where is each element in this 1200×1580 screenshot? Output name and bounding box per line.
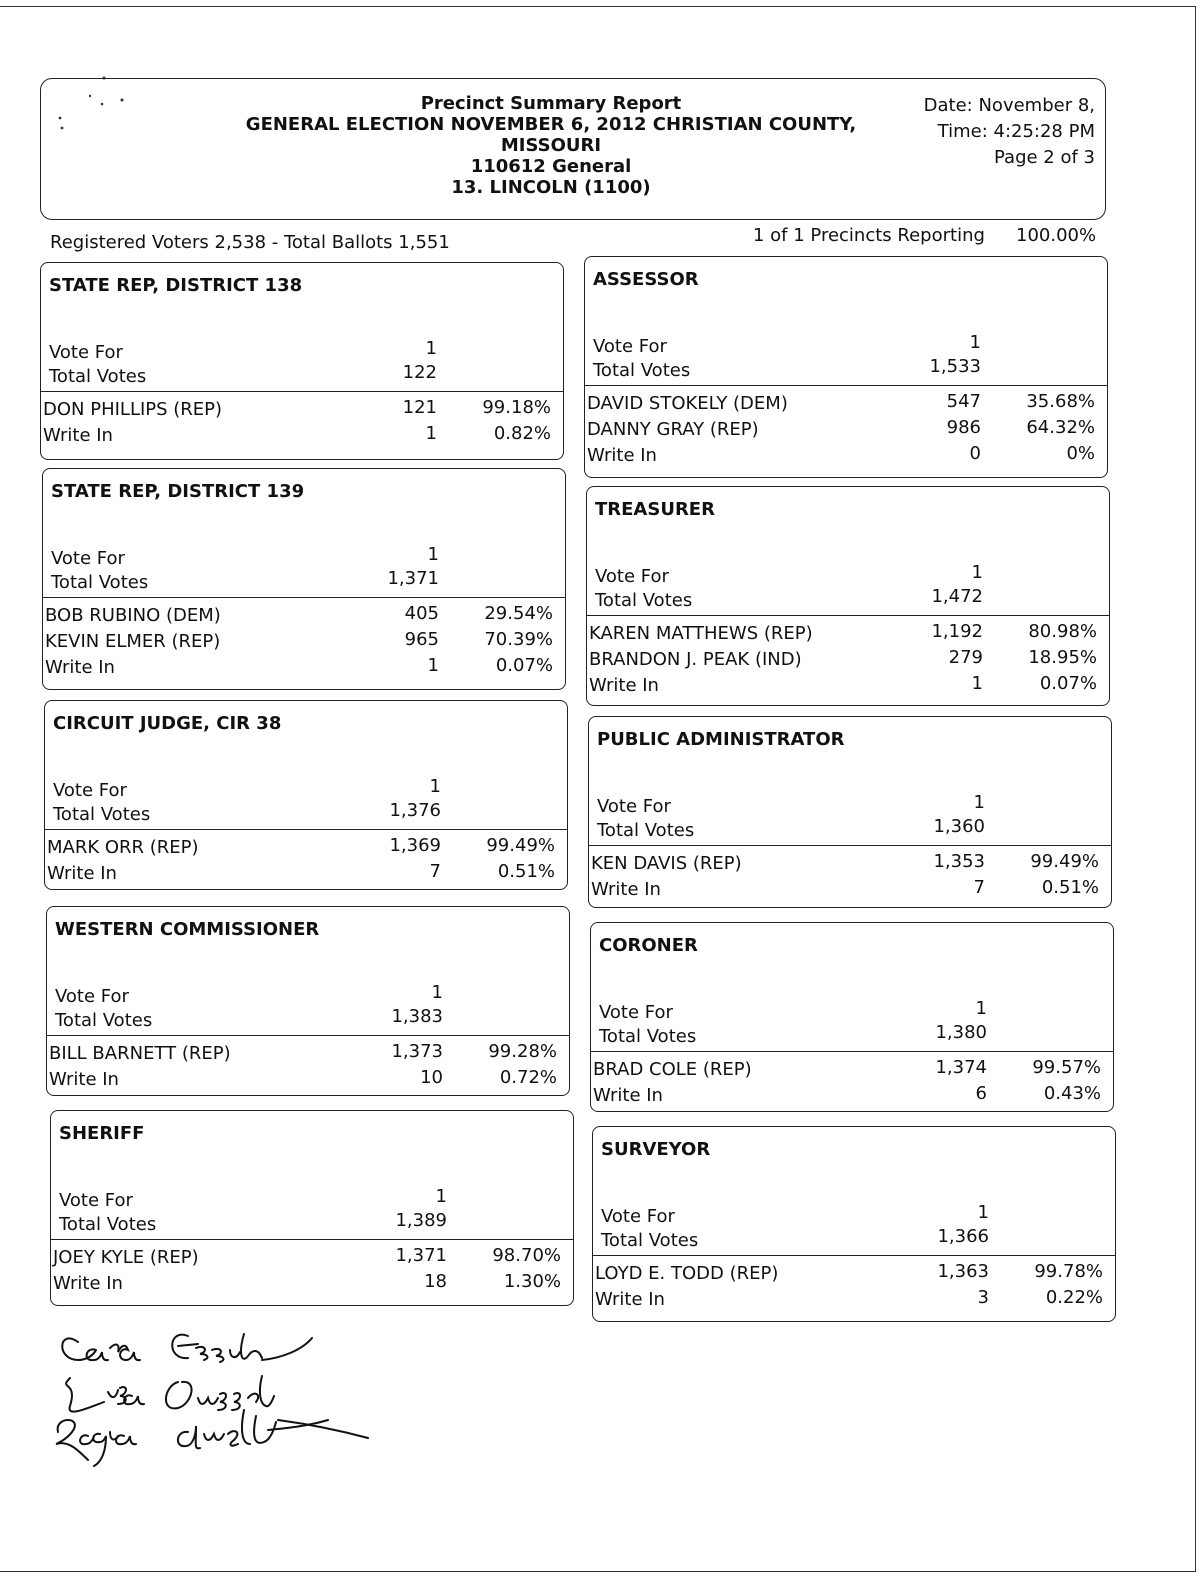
candidate-votes: 279 [948,647,983,668]
candidate-percent: 99.57% [1032,1057,1101,1078]
candidate-row [585,391,1107,417]
candidate-row [43,603,565,629]
signatures [48,1320,378,1500]
race-title: CORONER [599,935,698,956]
candidate-name: Write In [587,445,657,466]
divider [587,615,1109,616]
divider [589,845,1111,846]
candidate-name: Write In [47,863,117,884]
vote-labels [601,1205,698,1253]
vote-labels [55,985,152,1033]
race-box [584,256,1108,478]
race-title: STATE REP, DISTRICT 138 [49,275,303,296]
candidate-percent: 0% [1066,443,1095,464]
candidate-name: MARK ORR (REP) [47,837,199,858]
race-title: ASSESSOR [593,269,699,290]
candidate-name: Write In [595,1289,665,1310]
candidate-votes: 1,369 [389,835,441,856]
divider [41,391,563,392]
candidate-percent: 0.82% [493,423,551,444]
candidate-row [43,629,565,655]
vote-numbers [891,997,987,1045]
candidate-votes: 965 [404,629,439,650]
race-box [50,1110,574,1306]
candidate-row [589,851,1111,877]
candidate-name: Write In [45,657,115,678]
candidate-list [41,397,563,449]
candidate-percent: 99.28% [488,1041,557,1062]
candidate-row [51,1271,573,1297]
candidate-list [587,621,1109,699]
candidate-percent: 0.07% [495,655,553,676]
total-votes-label: Total Votes [59,1214,157,1235]
candidate-votes: 1 [425,423,437,444]
candidate-name: Write In [589,675,659,696]
candidate-percent: 64.32% [1026,417,1095,438]
candidate-row [45,861,567,887]
race-box [46,906,570,1096]
candidate-list [51,1245,573,1297]
candidate-percent: 0.07% [1039,673,1097,694]
candidate-votes: 1,374 [935,1057,987,1078]
candidate-percent: 0.72% [499,1067,557,1088]
candidate-votes: 1,371 [395,1245,447,1266]
report-header [40,78,1106,220]
candidate-votes: 1 [971,673,983,694]
candidate-list [593,1261,1115,1313]
candidate-row [51,1245,573,1271]
candidate-name: BRAD COLE (REP) [593,1059,752,1080]
candidate-row [589,877,1111,903]
candidate-name: KAREN MATTHEWS (REP) [589,623,813,644]
candidate-votes: 18 [424,1271,447,1292]
total-votes-label: Total Votes [51,572,149,593]
vote-numbers [343,543,439,591]
vote-labels [59,1189,156,1237]
total-votes-label: Total Votes [55,1010,153,1031]
race-title: SURVEYOR [601,1139,711,1160]
total-votes-value: 1,472 [931,586,983,607]
vote-for-value: 1 [431,982,443,1003]
vote-labels [49,341,146,389]
vote-for-label: Vote For [595,566,669,587]
candidate-votes: 1,363 [937,1261,989,1282]
race-title: SHERIFF [59,1123,145,1144]
election-name: GENERAL ELECTION NOVEMBER 6, 2012 CHRISTIAN COUNTY, [245,114,857,135]
total-votes-value: 1,383 [391,1006,443,1027]
vote-numbers [887,561,983,609]
total-votes-label: Total Votes [597,820,695,841]
vote-labels [53,779,150,827]
candidate-name: Write In [593,1085,663,1106]
race-box [44,700,568,890]
candidate-votes: 7 [973,877,985,898]
vote-for-label: Vote For [593,336,667,357]
race-title: STATE REP, DISTRICT 139 [51,481,305,502]
vote-labels [599,1001,696,1049]
candidate-row [47,1067,569,1093]
candidate-percent: 70.39% [484,629,553,650]
divider [51,1239,573,1240]
report-title: Precinct Summary Report [420,93,682,114]
vote-numbers [893,1201,989,1249]
candidate-percent: 1.30% [503,1271,561,1292]
candidate-votes: 1,373 [391,1041,443,1062]
candidate-row [587,621,1109,647]
vote-for-value: 1 [435,1186,447,1207]
candidate-name: Write In [591,879,661,900]
vote-labels [593,335,690,383]
total-votes-label: Total Votes [595,590,693,611]
candidate-percent: 0.51% [497,861,555,882]
race-box [42,468,566,690]
vote-for-label: Vote For [49,342,123,363]
candidate-votes: 10 [420,1067,443,1088]
total-votes-value: 1,360 [933,816,985,837]
voter-summary: Registered Voters 2,538 - Total Ballots 1,551 [50,232,450,253]
total-votes-value: 1,376 [389,800,441,821]
candidate-name: LOYD E. TODD (REP) [595,1263,779,1284]
vote-for-label: Vote For [59,1190,133,1211]
candidate-row [585,443,1107,469]
candidate-row [585,417,1107,443]
candidate-percent: 98.70% [492,1245,561,1266]
candidate-percent: 99.49% [1030,851,1099,872]
candidate-name: BILL BARNETT (REP) [49,1043,231,1064]
divider [47,1035,569,1036]
candidate-votes: 547 [946,391,981,412]
report-meta [895,93,1095,171]
vote-for-value: 1 [977,1202,989,1223]
page-number: Page 2 of 3 [994,147,1095,168]
precinct-name: 13. LINCOLN (1100) [451,177,651,198]
candidate-votes: 986 [946,417,981,438]
candidate-row [593,1287,1115,1313]
precincts-reporting: 1 of 1 Precincts Reporting [753,225,985,246]
race-title: WESTERN COMMISSIONER [55,919,320,940]
candidate-percent: 18.95% [1028,647,1097,668]
vote-numbers [351,1185,447,1233]
total-votes-value: 1,366 [937,1226,989,1247]
candidate-row [587,647,1109,673]
candidate-name: DON PHILLIPS (REP) [43,399,223,420]
vote-for-label: Vote For [597,796,671,817]
total-votes-label: Total Votes [599,1026,697,1047]
candidate-votes: 0 [969,443,981,464]
total-votes-label: Total Votes [53,804,151,825]
candidate-votes: 6 [975,1083,987,1104]
candidate-list [43,603,565,681]
candidate-list [47,1041,569,1093]
divider [585,385,1107,386]
total-votes-value: 1,533 [929,356,981,377]
divider [43,597,565,598]
candidate-percent: 80.98% [1028,621,1097,642]
vote-for-label: Vote For [599,1002,673,1023]
candidate-votes: 1 [427,655,439,676]
candidate-list [589,851,1111,903]
total-votes-value: 122 [402,362,437,383]
vote-for-label: Vote For [53,780,127,801]
candidate-name: Write In [53,1273,123,1294]
candidate-votes: 405 [404,603,439,624]
candidate-row [587,673,1109,699]
candidate-name: Write In [43,425,113,446]
candidate-votes: 1,192 [931,621,983,642]
vote-for-label: Vote For [601,1206,675,1227]
divider [45,829,567,830]
vote-for-value: 1 [975,998,987,1019]
candidate-percent: 99.78% [1034,1261,1103,1282]
candidate-row [593,1261,1115,1287]
race-box [590,922,1114,1112]
candidate-list [585,391,1107,469]
candidate-row [47,1041,569,1067]
vote-for-value: 1 [427,544,439,565]
candidate-row [43,655,565,681]
candidate-name: JOEY KYLE (REP) [53,1247,199,1268]
candidate-votes: 7 [429,861,441,882]
vote-for-label: Vote For [55,986,129,1007]
vote-labels [595,565,692,613]
candidate-row [591,1057,1113,1083]
race-box [592,1126,1116,1322]
report-time: Time: 4:25:28 PM [937,121,1095,142]
vote-numbers [889,791,985,839]
candidate-votes: 1,353 [933,851,985,872]
candidate-percent: 99.49% [486,835,555,856]
report-heading [231,93,871,198]
candidate-percent: 29.54% [484,603,553,624]
report-date: Date: November 8, [923,95,1095,116]
total-votes-value: 1,389 [395,1210,447,1231]
vote-for-value: 1 [429,776,441,797]
candidate-percent: 99.18% [482,397,551,418]
candidate-list [591,1057,1113,1109]
vote-for-value: 1 [971,562,983,583]
race-title: CIRCUIT JUDGE, CIR 38 [53,713,282,734]
candidate-row [45,835,567,861]
candidate-votes: 121 [402,397,437,418]
vote-for-value: 1 [969,332,981,353]
total-votes-value: 1,371 [387,568,439,589]
race-box [586,486,1110,706]
candidate-name: DAVID STOKELY (DEM) [587,393,788,414]
candidate-name: Write In [49,1069,119,1090]
candidate-row [41,397,563,423]
vote-numbers [885,331,981,379]
vote-numbers [347,981,443,1029]
candidate-votes: 3 [977,1287,989,1308]
candidate-name: BOB RUBINO (DEM) [45,605,221,626]
candidate-row [41,423,563,449]
divider [591,1051,1113,1052]
candidate-list [45,835,567,887]
vote-for-label: Vote For [51,548,125,569]
vote-numbers [345,775,441,823]
candidate-percent: 35.68% [1026,391,1095,412]
signature-image [48,1320,378,1500]
candidate-name: BRANDON J. PEAK (IND) [589,649,802,670]
vote-numbers [341,337,437,385]
vote-for-value: 1 [973,792,985,813]
election-state: MISSOURI [500,135,602,156]
vote-labels [597,795,694,843]
total-votes-label: Total Votes [49,366,147,387]
race-box [588,716,1112,908]
candidate-name: DANNY GRAY (REP) [587,419,759,440]
race-title: PUBLIC ADMINISTRATOR [597,729,845,750]
candidate-percent: 0.43% [1043,1083,1101,1104]
vote-labels [51,547,148,595]
candidate-name: KEN DAVIS (REP) [591,853,742,874]
divider [593,1255,1115,1256]
election-code: 110612 General [470,156,632,177]
candidate-percent: 0.22% [1045,1287,1103,1308]
candidate-name: KEVIN ELMER (REP) [45,631,221,652]
total-votes-label: Total Votes [601,1230,699,1251]
total-votes-label: Total Votes [593,360,691,381]
candidate-percent: 0.51% [1041,877,1099,898]
race-title: TREASURER [595,499,715,520]
vote-for-value: 1 [425,338,437,359]
candidate-row [591,1083,1113,1109]
race-box [40,262,564,460]
total-votes-value: 1,380 [935,1022,987,1043]
reporting-percent: 100.00% [1016,225,1097,246]
